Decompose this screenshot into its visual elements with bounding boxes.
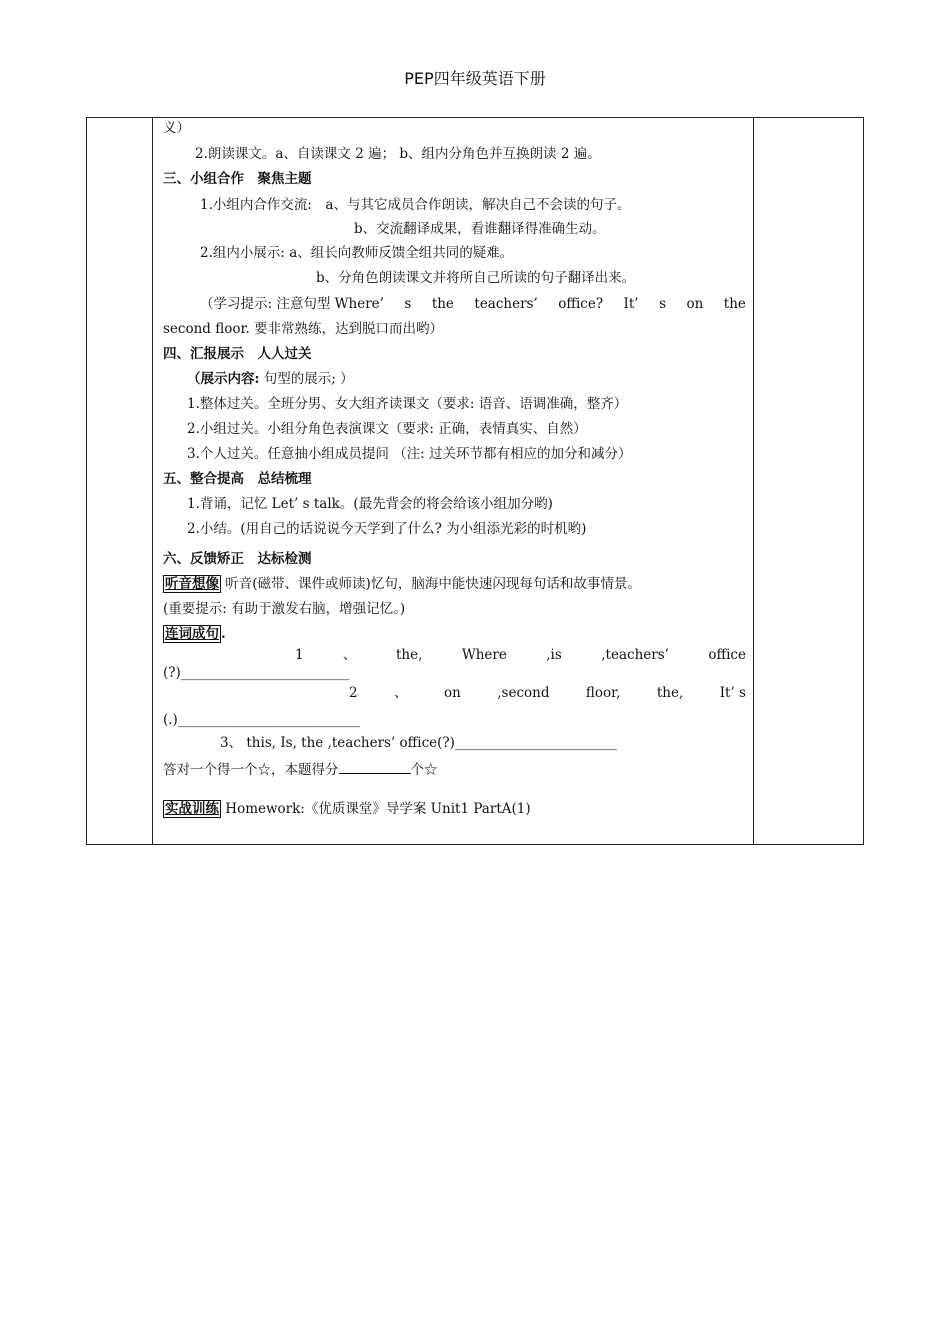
answer-blank-line: (.)___________________________ bbox=[163, 712, 361, 728]
word: 2 bbox=[349, 685, 358, 701]
page-title: PEP四年级英语下册 bbox=[404, 69, 546, 88]
lesson-table bbox=[86, 117, 864, 845]
score-blank bbox=[339, 759, 411, 774]
word: on bbox=[686, 296, 704, 312]
text-line-justified bbox=[200, 295, 746, 313]
text: . bbox=[221, 626, 226, 642]
text: 听音(磁带、课件或师读)忆句，脑海中能快速闪现每句话和故事情景。 bbox=[221, 576, 641, 592]
text-line: (重要提示: 有助于激发右脑，增强记忆。) bbox=[163, 601, 406, 617]
text-line bbox=[163, 800, 531, 818]
text-line bbox=[163, 575, 641, 593]
text-line: 2.组内小展示: a、组长向教师反馈全组共同的疑难。 bbox=[200, 245, 514, 261]
text: Homework:《优质课堂》导学案 Unit1 PartA(1) bbox=[221, 801, 531, 817]
section-heading: 三、小组合作 聚焦主题 bbox=[163, 171, 312, 187]
text-line: 2.朗读课文。a、自读课文 2 遍； b、组内分角色并互换朗读 2 遍。 bbox=[195, 146, 601, 162]
text-line bbox=[163, 625, 226, 643]
text: 个☆ bbox=[410, 762, 438, 778]
word: s bbox=[404, 296, 412, 312]
text-line bbox=[187, 370, 354, 388]
text-line: 1.背诵，记忆 Let’ s talk。(最先背会的将会给该小组加分哟) bbox=[187, 496, 553, 512]
word: Where bbox=[461, 647, 507, 663]
text: 答对一个得一个☆，本题得分 bbox=[163, 762, 339, 778]
text-line: 1.小组内合作交流: a、与其它成员合作朗读，解决自己不会读的句子。 bbox=[200, 197, 631, 213]
text: 句型的展示; ） bbox=[259, 371, 354, 387]
word: 1 bbox=[295, 647, 304, 663]
section-heading: 五、整合提高 总结梳理 bbox=[163, 471, 312, 487]
word: 、 bbox=[343, 647, 357, 663]
question-line bbox=[295, 646, 746, 664]
text-line: 3.个人过关。任意抽小组成员提问 （注: 过关环节都有相应的加分和减分） bbox=[187, 446, 632, 462]
question-line bbox=[349, 684, 746, 702]
word: on bbox=[443, 685, 461, 701]
question-line: 3、 this, Is, the ,teachers’ office(?)________________________ bbox=[220, 735, 617, 751]
word: ,second bbox=[497, 685, 550, 701]
left-column bbox=[87, 118, 153, 844]
answer-blank-line: (?)_________________________ bbox=[163, 665, 350, 681]
right-column bbox=[753, 118, 863, 844]
text-line: b、分角色朗读课文并将所自己所读的句子翻译出来。 bbox=[316, 270, 636, 286]
word: s bbox=[659, 296, 667, 312]
text-line: 2.小组过关。小组分角色表演课文（要求: 正确，表情真实、自然） bbox=[187, 421, 587, 437]
text-line: 义） bbox=[163, 120, 190, 136]
text-line: second floor. 要非常熟练，达到脱口而出哟） bbox=[163, 321, 444, 337]
section-heading: 六、反馈矫正 达标检测 bbox=[163, 551, 312, 567]
text-line: 2.小结。(用自己的话说说今天学到了什么? 为小组添光彩的时机哟) bbox=[187, 521, 587, 537]
text-line: b、交流翻译成果，看谁翻译得准确生动。 bbox=[354, 221, 606, 237]
boxed-label: 听音想像 bbox=[165, 576, 219, 592]
word: teachers’ bbox=[474, 296, 538, 312]
word: the bbox=[723, 296, 746, 312]
word: It’ bbox=[623, 296, 639, 312]
text-line: 1.整体过关。全班分男、女大组齐读课文（要求: 语音、语调准确，整齐） bbox=[187, 396, 628, 412]
boxed-label: 连词成句 bbox=[165, 626, 219, 642]
word: office? bbox=[558, 296, 604, 312]
word: the bbox=[431, 296, 454, 312]
word: 、 bbox=[394, 685, 408, 701]
word: ,is bbox=[546, 647, 562, 663]
word: ,teachers’ bbox=[601, 647, 669, 663]
word: office bbox=[708, 647, 746, 663]
word: （学习提示: 注意句型 Where’ bbox=[200, 296, 384, 312]
label: （展示内容: bbox=[187, 371, 260, 387]
word: It’ s bbox=[719, 685, 746, 701]
word: floor, bbox=[585, 685, 621, 701]
boxed-label: 实战训练 bbox=[165, 801, 219, 817]
word: the, bbox=[656, 685, 684, 701]
word: the, bbox=[395, 647, 423, 663]
section-heading: 四、汇报展示 人人过关 bbox=[163, 346, 312, 362]
text-line bbox=[163, 759, 438, 779]
